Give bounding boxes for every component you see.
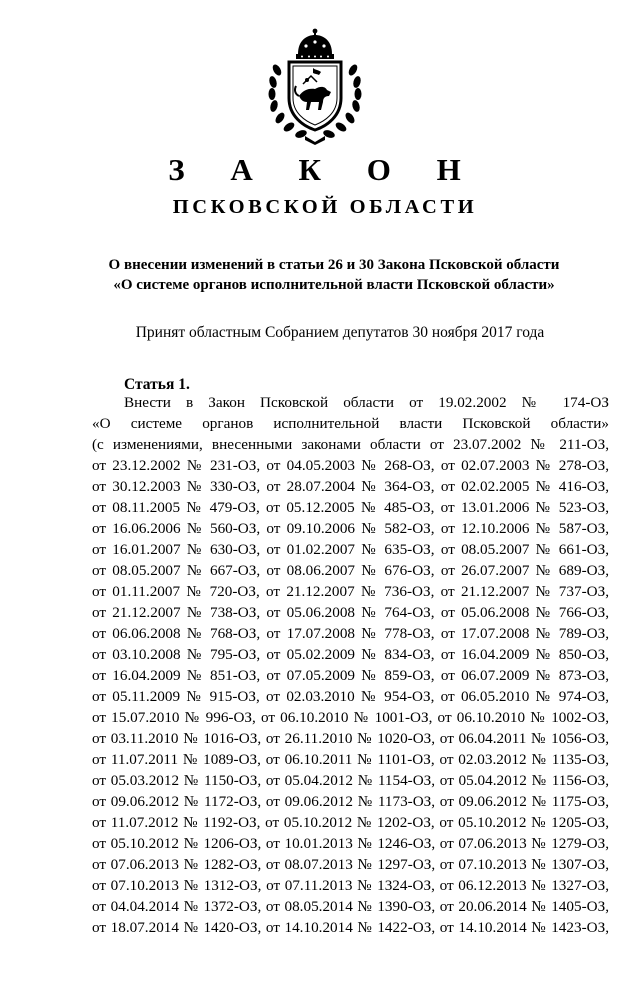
article-line: от 05.03.2012 № 1150-ОЗ, от 05.04.2012 № 1154-ОЗ, от 05.04.2012 № 1156-ОЗ,: [92, 772, 609, 789]
article-line: от 08.11.2005 № 479-ОЗ, от 05.12.2005 № 485-ОЗ, от 13.01.2006 № 523-ОЗ,: [92, 499, 609, 516]
article-line: от 06.06.2008 № 768-ОЗ, от 17.07.2008 № 778-ОЗ, от 17.07.2008 № 789-ОЗ,: [92, 625, 609, 642]
article-line: [92, 938, 609, 959]
article-line: от 16.04.2009 № 851-ОЗ, от 07.05.2009 № 859-ОЗ, от 06.07.2009 № 873-ОЗ,: [92, 667, 609, 684]
article-title: Статья 1.: [124, 376, 190, 393]
article-line: от 07.06.2013 № 1282-ОЗ, от 08.07.2013 № 1297-ОЗ, от 07.10.2013 № 1307-ОЗ,: [92, 856, 609, 873]
article-line: от 05.10.2012 № 1206-ОЗ, от 10.01.2013 № 1246-ОЗ, от 07.06.2013 № 1279-ОЗ,: [92, 835, 609, 852]
article-line: от 11.07.2011 № 1089-ОЗ, от 06.10.2011 № 1101-ОЗ, от 02.03.2012 № 1135-ОЗ,: [92, 751, 609, 768]
article-line: от 18.07.2014 № 1420-ОЗ, от 14.10.2014 № 1422-ОЗ, от 14.10.2014 № 1423-ОЗ,: [92, 919, 609, 936]
law-heading-line: «О системе органов исполнительной власти Псковской области»: [113, 277, 555, 293]
article-line: [92, 959, 609, 980]
pskov-coat-of-arms-icon: [265, 26, 365, 146]
article-line: «О системе органов исполнительной власти Псковской области»: [92, 415, 609, 432]
article-line: от 30.12.2003 № 330-ОЗ, от 28.07.2004 № 364-ОЗ, от 02.02.2005 № 416-ОЗ,: [92, 478, 609, 495]
article-line: от 03.11.2010 № 1016-ОЗ, от 26.11.2010 № 1020-ОЗ, от 06.04.2011 № 1056-ОЗ,: [92, 730, 609, 747]
article-line: от 16.06.2006 № 560-ОЗ, от 09.10.2006 № 582-ОЗ, от 12.10.2006 № 587-ОЗ,: [92, 520, 609, 537]
article-line: от 08.05.2007 № 667-ОЗ, от 08.06.2007 № 676-ОЗ, от 26.07.2007 № 689-ОЗ,: [92, 562, 609, 579]
article-line: от 21.12.2007 № 738-ОЗ, от 05.06.2008 № 764-ОЗ, от 05.06.2008 № 766-ОЗ,: [92, 604, 609, 621]
article-line: от 16.01.2007 № 630-ОЗ, от 01.02.2007 № 635-ОЗ, от 08.05.2007 № 661-ОЗ,: [92, 541, 609, 558]
document-subtitle: ПСКОВСКОЙ ОБЛАСТИ: [172, 196, 478, 218]
law-heading-line: О внесении изменений в статьи 26 и 30 Закона Псковской области: [108, 257, 560, 273]
article-line: (с изменениями, внесенными законами области от 23.07.2002 № 211-ОЗ,: [92, 436, 609, 453]
article-line: от 09.06.2012 № 1172-ОЗ, от 09.06.2012 № 1173-ОЗ, от 09.06.2012 № 1175-ОЗ,: [92, 793, 609, 810]
article-line: от 04.04.2014 № 1372-ОЗ, от 08.05.2014 № 1390-ОЗ, от 20.06.2014 № 1405-ОЗ,: [92, 898, 609, 915]
article-line: от 07.10.2013 № 1312-ОЗ, от 07.11.2013 № 1324-ОЗ, от 06.12.2013 № 1327-ОЗ,: [92, 877, 609, 894]
article-body: [92, 392, 609, 1001]
document-title: З А К О Н: [168, 152, 480, 187]
article-line: от 03.10.2008 № 795-ОЗ, от 05.02.2009 № 834-ОЗ, от 16.04.2009 № 850-ОЗ,: [92, 646, 609, 663]
article-line: [92, 980, 609, 1001]
law-heading: [0, 255, 640, 295]
article-line: от 23.12.2002 № 231-ОЗ, от 04.05.2003 № 268-ОЗ, от 02.07.2003 № 278-ОЗ,: [92, 457, 609, 474]
article-line: от 05.11.2009 № 915-ОЗ, от 02.03.2010 № 954-ОЗ, от 06.05.2010 № 974-ОЗ,: [92, 688, 609, 705]
article-line: от 15.07.2010 № 996-ОЗ, от 06.10.2010 № 1001-ОЗ, от 06.10.2010 № 1002-ОЗ,: [92, 709, 609, 726]
article-line: от 11.07.2012 № 1192-ОЗ, от 05.10.2012 № 1202-ОЗ, от 05.10.2012 № 1205-ОЗ,: [92, 814, 609, 831]
adoption-note: Принят областным Собранием депутатов 30 ноября 2017 года: [135, 324, 545, 341]
article-line: от 01.11.2007 № 720-ОЗ, от 21.12.2007 № 736-ОЗ, от 21.12.2007 № 737-ОЗ,: [92, 583, 609, 600]
article-line: Внести в Закон Псковской области от 19.02.2002 № 174-ОЗ: [124, 394, 609, 411]
